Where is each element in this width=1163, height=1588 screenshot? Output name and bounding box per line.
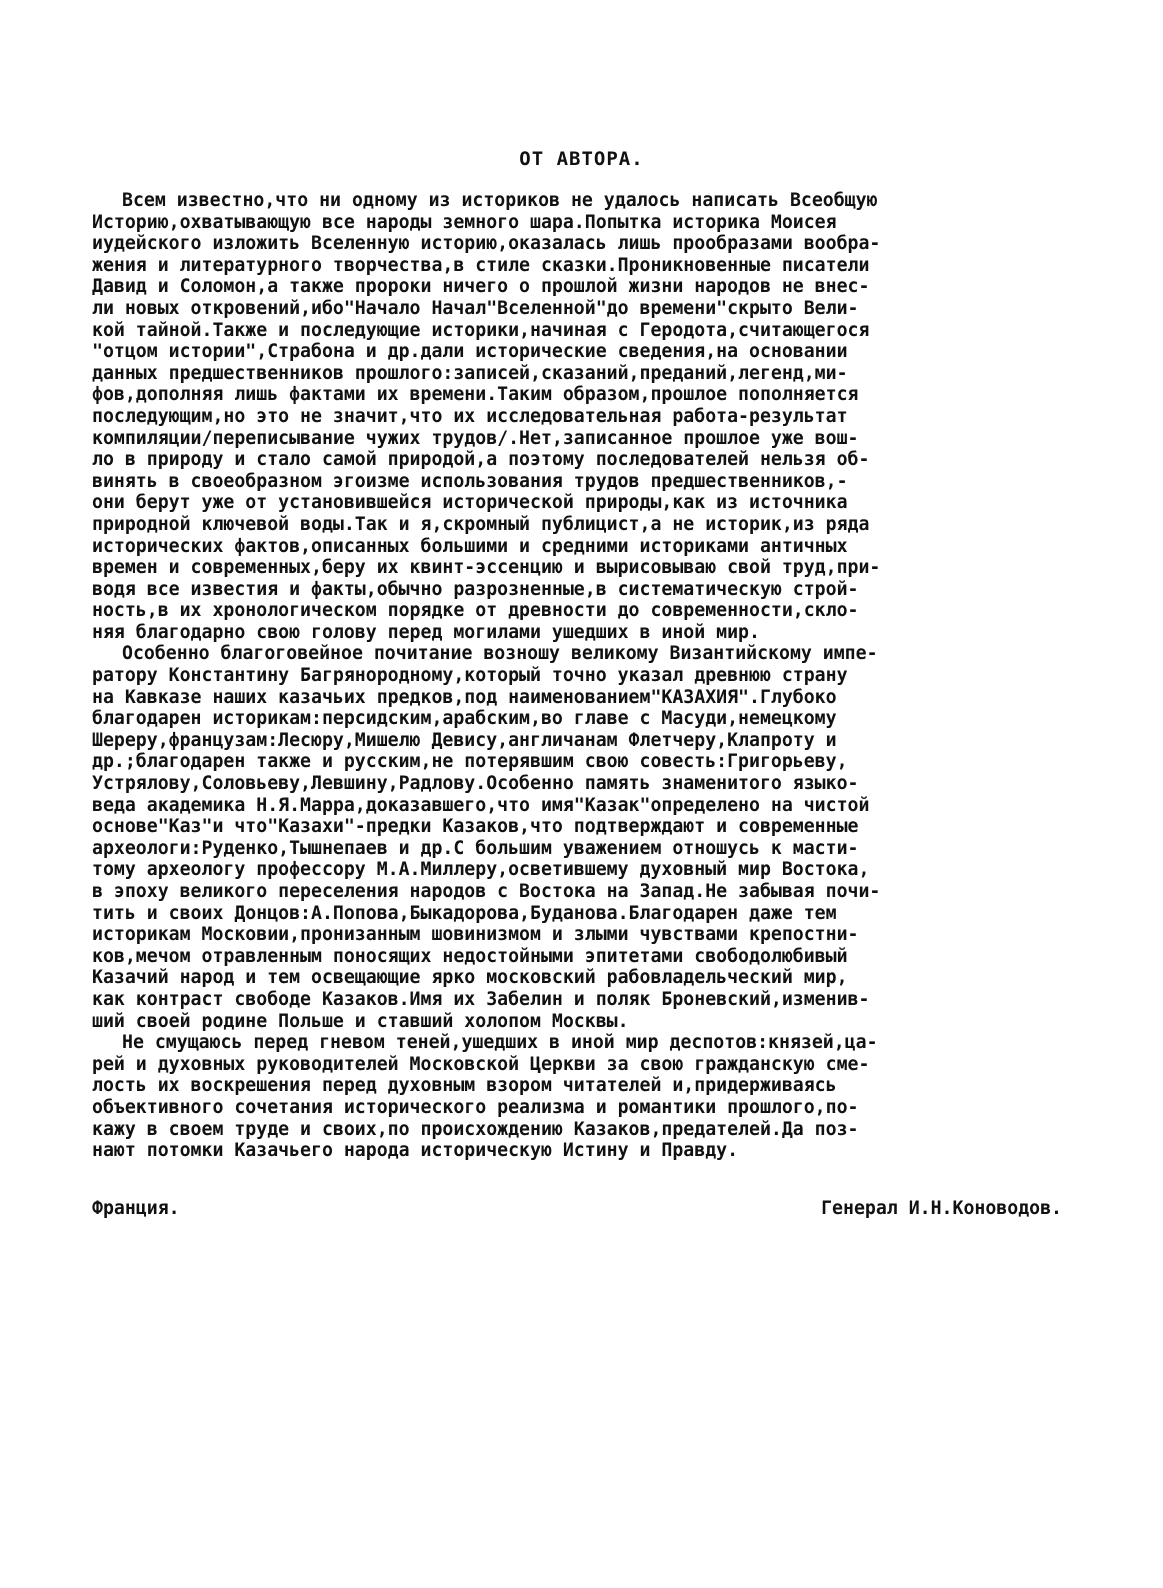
text-line: в эпоху великого переселения народов с Востока на Запад.Не забывая почи- xyxy=(92,881,881,902)
text-line: Казачий народ и тем освещающие ярко московский рабовладельческий мир, xyxy=(92,967,848,989)
text-line: фов,дополняя лишь фактами их времени.Таким образом,прошлое пополняется xyxy=(92,384,859,406)
text-line: времен и современных,беру их квинт-эссенцию и вырисовываю свой труд,при- xyxy=(92,557,881,579)
text-line: др.;благодарен также и русским,не потерявшим свою совесть:Григорьеву, xyxy=(92,751,848,773)
text-line: нают потомки Казачьего народа историческую Истину и Правду. xyxy=(92,1140,739,1162)
text-line: жения и литературного творчества,в стиле сказки.Проникновенные писатели xyxy=(92,254,870,276)
page-title: ОТ АВТОРА. xyxy=(519,148,644,170)
text-line: веда академика Н.Я.Марра,доказавшего,что имя"Казак"определено на чистой xyxy=(92,794,870,816)
text-line: ность,в их хронологическом порядке от древности до современности,скло- xyxy=(92,600,859,622)
text-line: Давид и Соломон,а также пророки ничего о прошлой жизни народов не внес- xyxy=(92,276,870,298)
text-line: винять в своеобразном эгоизме использования трудов предшественников,- xyxy=(92,470,848,492)
text-line: тить и своих Донцов:А.Попова,Быкадорова,Буданова.Благодарен даже тем xyxy=(92,902,837,924)
text-line: они берут уже от установившейся исторической природы,как из источника xyxy=(92,492,848,514)
text-line: лость их воскрешения перед духовным взором читателей и,придерживаясь xyxy=(92,1075,837,1097)
text-line: Устрялову,Соловьеву,Левшину,Радлову.Особенно память знаменитого языко- xyxy=(92,773,859,795)
text-line: историкам Московии,пронизанным шовинизмом и злыми чувствами крепостни- xyxy=(92,924,859,946)
text-line: на Кавказе наших казачьих предков,под наименованием"КАЗАХИЯ".Глубоко xyxy=(92,686,837,708)
text-line: иудейского изложить Вселенную историю,оказалась лишь прообразами вообра- xyxy=(92,233,881,255)
text-line: компиляции/переписывание чужих трудов/.Нет,записанное прошлое уже вош- xyxy=(92,427,859,449)
text-line: "отцом истории",Страбона и др.дали исторические сведения,на основании xyxy=(92,341,848,363)
text-line: тому археологу профессору М.А.Миллеру,осветившему духовный мир Востока, xyxy=(92,859,870,881)
text-line: ший своей родине Польше и ставший холопом Москвы. xyxy=(92,1010,629,1032)
text-line: ли новых откровений,ибо"Начало Начал"Вселенной"до времени"скрыто Вели- xyxy=(92,297,859,319)
text-line: ков,мечом отравленным поносящих недостойными эпитетами свободолюбивый xyxy=(92,945,848,967)
text-line: благодарен историкам:персидским,арабским,во главе с Масуди,немецкому xyxy=(92,708,837,730)
text-line: няя благодарно свою голову перед могилами ушедших в иной мир. xyxy=(92,621,760,643)
place-name: Франция. xyxy=(92,1198,180,1219)
text-line: Историю,охватывающую все народы земного шара.Попытка историка Моисея xyxy=(92,211,837,233)
text-line: водя все известия и факты,обычно разрозненные,в систематическую строй- xyxy=(92,578,859,600)
text-line: рей и духовных руководителей Московской Церкви за свою гражданскую сме- xyxy=(92,1053,870,1075)
text-line: кажу в своем труде и своих,по происхождению Казаков,предателей.Да поз- xyxy=(92,1118,859,1140)
text-line: как контраст свободе Казаков.Имя их Забелин и поляк Броневский,изменив- xyxy=(92,988,870,1010)
text-line: Особенно благоговейное почитание возношу великому Византийскому импе- xyxy=(122,643,878,665)
text-line: кой тайной.Также и последующие историки,начиная с Геродота,считающегося xyxy=(92,319,870,341)
text-line: исторических фактов,описанных большими и средними историками античных xyxy=(92,535,848,557)
text-line: природной ключевой воды.Так и я,скромный публицист,а не историк,из ряда xyxy=(92,513,870,535)
text-line: основе"Каз"и что"Казахи"-предки Казаков,что подтверждают и современные xyxy=(92,816,859,838)
text-line: последующим,но это не значит,что их исследовательная работа-результат xyxy=(92,405,848,427)
text-line: объективного сочетания исторического реализма и романтики прошлого,по- xyxy=(92,1096,859,1118)
text-line: ло в природу и стало самой природой,а поэтому последователей нельзя об- xyxy=(92,449,870,471)
text-line: Всем известно,что ни одному из историков не удалось написать Всеобщую xyxy=(122,190,878,211)
author-signature: Генерал И.Н.Коноводов. xyxy=(821,1198,1062,1219)
body-text xyxy=(92,190,1067,1162)
text-line: данных предшественников прошлого:записей,сказаний,преданий,легенд,ми- xyxy=(92,362,848,384)
text-line: археологи:Руденко,Тышнепаев и др.С большим уважением отношусь к масти- xyxy=(92,837,859,859)
text-line: ратору Константину Багрянородному,который точно указал древнюю страну xyxy=(92,665,848,687)
text-line: Не смущаюсь перед гневом теней,ушедших в иной мир деспотов:князей,ца- xyxy=(122,1032,878,1054)
text-line: Шереру,французам:Лесюру,Мишелю Девису,англичанам Флетчеру,Клапроту и xyxy=(92,729,837,751)
